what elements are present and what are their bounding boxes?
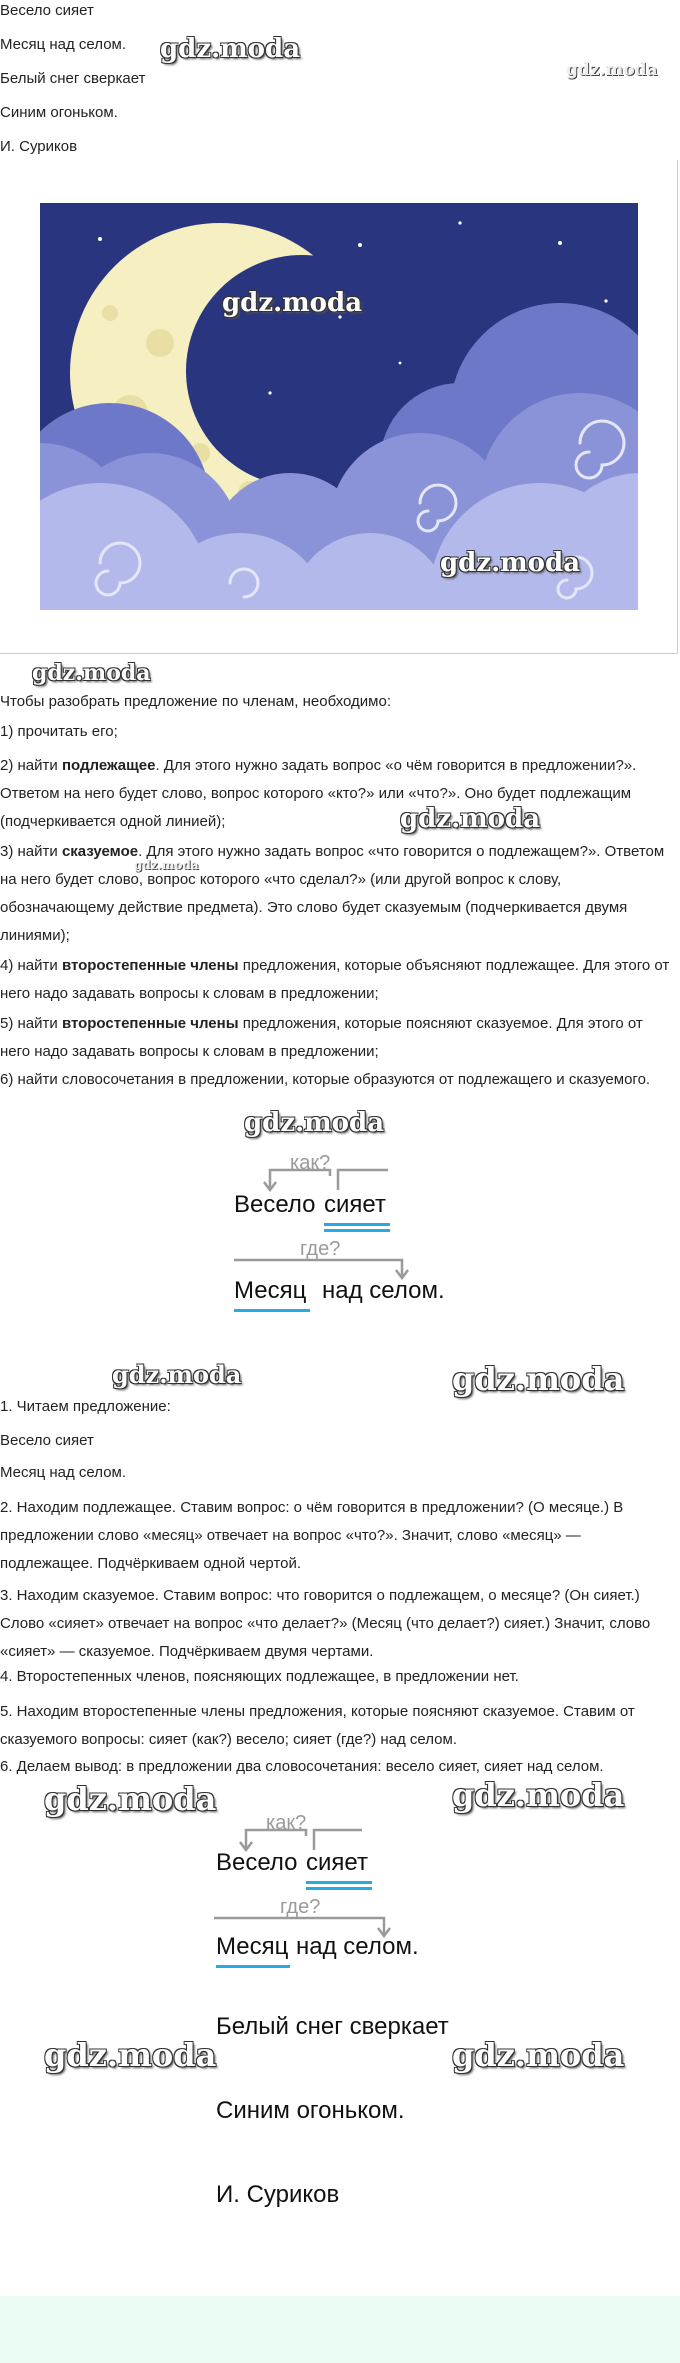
watermark: gdz.moda	[452, 1360, 625, 1398]
instructions-step-4	[0, 952, 676, 1008]
instructions-step-5	[0, 1010, 676, 1066]
step-prefix: 5) найти	[0, 1015, 62, 1032]
word-mesyac: Месяц	[234, 1277, 307, 1304]
solution-step-3: 3. Находим сказуемое. Ставим вопрос: что говорится о подлежащем, о месяце? (Он сияет.) Слово «сияет» отвечает на вопрос «что делает?» (Месяц (что делает?) сияет.) Значит, слово «сияет» — сказуемое. Подчёркиваем двумя чертами.	[0, 1587, 651, 1660]
predicate-underline-2	[324, 1229, 390, 1232]
solution-step-6: 6. Делаем вывод: в предложении два словосочетания: весело сияет, сияет над селом.	[0, 1758, 604, 1775]
instructions-step-6: 6) найти словосочетания в предложении, которые образуются от подлежащего и сказуемого.	[0, 1071, 651, 1088]
step-text: предложения, которые поясняют сказуемое. Для этого от него надо задавать вопросы к словам в предложении;	[0, 1015, 643, 1060]
night-moon-illustration	[40, 203, 638, 610]
word-nad-selom: над селом.	[296, 1933, 419, 1960]
instructions-step-1: 1) прочитать его;	[0, 723, 118, 740]
final-poem-line-4: Синим огоньком.	[216, 2097, 405, 2124]
watermark: gdz.moda	[44, 1780, 217, 1818]
step-text: . Для этого нужно задать вопрос «что говорится о подлежащем?». Ответом на него будет слово, вопрос которого «что сделал?» (или другой вопрос к слову, обозначающему действие предмета). Это слово будет сказуемым (подчеркивается двумя линиями);	[0, 843, 665, 944]
watermark: gdz.moda	[566, 60, 658, 80]
solution-step-5: 5. Находим второстепенные члены предложения, которые поясняют сказуемое. Ставим от сказуемого вопросы: сияет (как?) весело; сияет (где?) над селом.	[0, 1703, 635, 1748]
solution-step-1: 1. Читаем предложение:	[0, 1398, 171, 1415]
predicate-underline-1	[306, 1881, 372, 1884]
word-nad-selom: над селом.	[322, 1277, 445, 1304]
word-veselo: Весело	[234, 1191, 316, 1218]
instructions-step-2	[0, 752, 676, 836]
watermark: gdz.moda	[440, 548, 581, 578]
watermark: gdz.moda	[452, 1776, 625, 1814]
watermark: gdz.moda	[400, 804, 541, 834]
step-prefix: 3) найти	[0, 843, 62, 860]
solution-step-1-line-b: Месяц над селом.	[0, 1464, 127, 1481]
step-prefix: 4) найти	[0, 957, 62, 974]
term-subject: подлежащее	[61, 757, 156, 774]
solution-step-2: 2. Находим подлежащее. Ставим вопрос: о чём говорится в предложении? (О месяце.) В предложении слово «месяц» отвечает на вопрос «что?». Значит, слово «месяц» — подлежащее. Подчёркиваем одной чертой.	[0, 1499, 624, 1572]
term-secondary: второстепенные члены	[61, 957, 239, 974]
watermark: gdz.moda	[222, 288, 363, 318]
step-text: предложения, которые объясняют подлежащее. Для этого от него надо задавать вопросы к словам в предложении;	[0, 957, 670, 1002]
watermark: gdz.moda	[160, 34, 301, 64]
word-veselo: Весело	[216, 1849, 298, 1876]
word-siyaet: сияет	[306, 1849, 368, 1876]
question-where: где?	[280, 1896, 321, 1918]
final-poem-line-3: Белый снег сверкает	[216, 2013, 449, 2040]
poem-author: И. Суриков	[0, 138, 78, 155]
watermark: gdz.moda	[244, 1108, 385, 1138]
poem-line-3: Белый снег сверкает	[0, 70, 146, 87]
instructions-intro: Чтобы разобрать предложение по членам, необходимо:	[0, 693, 391, 710]
step-text: . Для этого нужно задать вопрос «о чём говорится в предложении?». Ответом на него будет слово, вопрос которого «кто?» или «что?». Оно будет подлежащим (подчеркивается одной линией);	[0, 757, 637, 830]
question-how: как?	[290, 1152, 331, 1174]
subject-underline	[216, 1965, 290, 1968]
predicate-underline-1	[324, 1223, 390, 1226]
word-mesyac: Месяц	[216, 1933, 289, 1960]
watermark: gdz.moda	[44, 2036, 217, 2074]
question-where: где?	[300, 1238, 341, 1260]
question-how: как?	[266, 1812, 307, 1834]
poem-line-1: Весело сияет	[0, 2, 94, 19]
predicate-underline-2	[306, 1887, 372, 1890]
final-poem-author: И. Суриков	[216, 2181, 340, 2208]
subject-underline	[234, 1309, 310, 1312]
watermark: gdz.moda	[112, 1360, 242, 1389]
word-siyaet: сияет	[324, 1191, 386, 1218]
solution-step-1-line-a: Весело сияет	[0, 1432, 94, 1449]
instructions-step-3	[0, 838, 676, 950]
poem-line-4: Синим огоньком.	[0, 104, 118, 121]
term-predicate: сказуемое	[61, 843, 139, 860]
watermark: gdz.moda	[32, 660, 151, 686]
solution-step-4: 4. Второстепенных членов, поясняющих подлежащее, в предложении нет.	[0, 1668, 519, 1685]
step-prefix: 2) найти	[0, 757, 62, 774]
watermark: gdz.moda	[452, 2036, 625, 2074]
footer-band	[0, 2296, 680, 2363]
watermark-small: gdz.moda	[134, 858, 199, 872]
term-secondary: второстепенные члены	[61, 1015, 239, 1032]
poem-line-2: Месяц над селом.	[0, 36, 127, 53]
